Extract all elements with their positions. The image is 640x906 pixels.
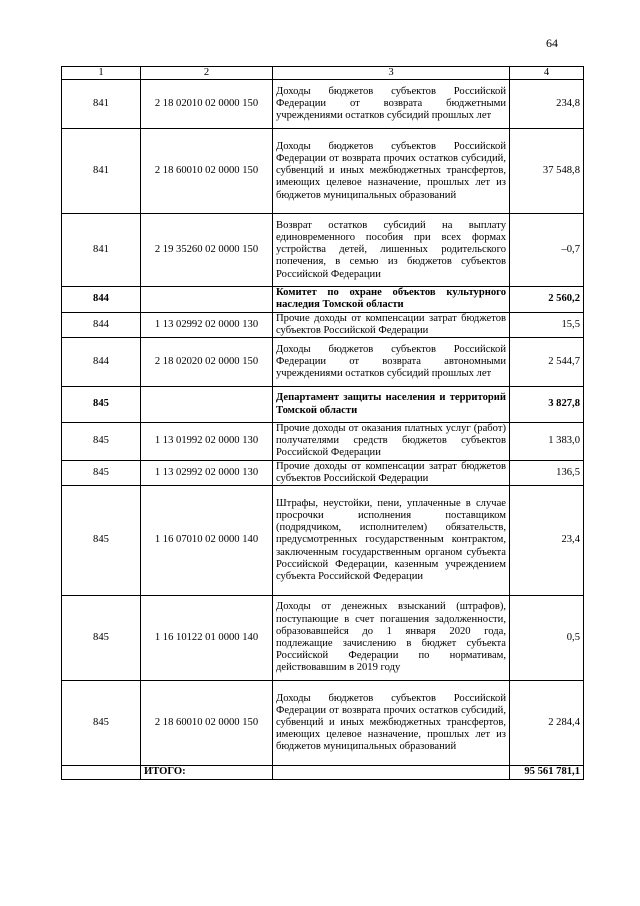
table-row — [62, 486, 584, 596]
table-row — [62, 214, 584, 287]
revenue-name-cell: Доходы от денежных взысканий (штрафов), поступающие в счет погашения задолженности, образовавшейся до 1 января 2020 года, подлежащие зачислению в бюджет субъекта Российской Федерации по нормативам, действовавшим в 2019 году — [273, 596, 510, 681]
table-row — [62, 80, 584, 129]
table-row — [62, 129, 584, 214]
table-row — [62, 387, 584, 423]
revenue-name-cell: Возврат остатков субсидий на выплату единовременного пособия при всех формах устройства детей, лишенных родительского попечения, в семью из бюджетов субъектов Российской Федерации — [273, 214, 510, 287]
header-cell: 2 — [141, 67, 273, 80]
amount-cell: 3 827,8 — [510, 387, 584, 423]
revenue-name-cell: Доходы бюджетов субъектов Российской Федерации от возврата прочих остатков субсидий, субвенций и иных межбюджетных трансфертов, имеющих целевое назначение, прошлых лет из бюджетов муниципальных образований — [273, 129, 510, 214]
admin-code-cell: 845 — [62, 387, 141, 423]
revenue-name-cell: Доходы бюджетов субъектов Российской Федерации от возврата бюджетными учреждениями остатков субсидий прошлых лет — [273, 80, 510, 129]
admin-code-cell: 844 — [62, 312, 141, 337]
revenue-code-cell: 2 19 35260 02 0000 150 — [141, 214, 273, 287]
amount-cell: 0,5 — [510, 596, 584, 681]
revenue-code-cell — [141, 287, 273, 312]
amount-cell: 234,8 — [510, 80, 584, 129]
amount-cell: –0,7 — [510, 214, 584, 287]
total-row — [62, 766, 584, 780]
revenue-code-cell: 1 13 02992 02 0000 130 — [141, 312, 273, 337]
admin-code-cell: 845 — [62, 423, 141, 461]
admin-code-cell: 841 — [62, 80, 141, 129]
amount-cell: 15,5 — [510, 312, 584, 337]
amount-cell: 23,4 — [510, 486, 584, 596]
table-row — [62, 287, 584, 312]
total-empty-cell — [62, 766, 141, 780]
table-row — [62, 312, 584, 337]
revenue-name-cell: Департамент защиты населения и территорий Томской области — [273, 387, 510, 423]
revenue-name-cell: Прочие доходы от компенсации затрат бюджетов субъектов Российской Федерации — [273, 312, 510, 337]
table-header-row — [62, 67, 584, 80]
revenue-name-cell: Доходы бюджетов субъектов Российской Федерации от возврата автономными учреждениями остатков субсидий прошлых лет — [273, 338, 510, 387]
amount-cell: 37 548,8 — [510, 129, 584, 214]
total-empty-cell — [273, 766, 510, 780]
admin-code-cell: 845 — [62, 460, 141, 485]
admin-code-cell: 841 — [62, 214, 141, 287]
amount-cell: 2 284,4 — [510, 681, 584, 766]
revenue-name-cell: Прочие доходы от компенсации затрат бюджетов субъектов Российской Федерации — [273, 460, 510, 485]
admin-code-cell: 844 — [62, 338, 141, 387]
revenue-name-cell: Доходы бюджетов субъектов Российской Федерации от возврата прочих остатков субсидий, субвенций и иных межбюджетных трансфертов, имеющих целевое назначение, прошлых лет из бюджетов муниципальных образований — [273, 681, 510, 766]
amount-cell: 1 383,0 — [510, 423, 584, 461]
revenue-code-cell: 2 18 02010 02 0000 150 — [141, 80, 273, 129]
admin-code-cell: 845 — [62, 681, 141, 766]
admin-code-cell: 844 — [62, 287, 141, 312]
table-row — [62, 681, 584, 766]
header-cell: 4 — [510, 67, 584, 80]
revenue-code-cell: 1 16 10122 01 0000 140 — [141, 596, 273, 681]
header-cell: 3 — [273, 67, 510, 80]
revenue-code-cell: 1 16 07010 02 0000 140 — [141, 486, 273, 596]
table-row — [62, 423, 584, 461]
amount-cell: 2 544,7 — [510, 338, 584, 387]
total-amount: 95 561 781,1 — [510, 766, 584, 780]
table-row — [62, 460, 584, 485]
admin-code-cell: 845 — [62, 596, 141, 681]
amount-cell: 136,5 — [510, 460, 584, 485]
table-row — [62, 596, 584, 681]
revenue-code-cell — [141, 387, 273, 423]
table-row — [62, 338, 584, 387]
revenue-code-cell: 1 13 01992 02 0000 130 — [141, 423, 273, 461]
admin-code-cell: 841 — [62, 129, 141, 214]
revenue-name-cell: Прочие доходы от оказания платных услуг (работ) получателями средств бюджетов субъектов Российской Федерации — [273, 423, 510, 461]
revenue-name-cell: Штрафы, неустойки, пени, уплаченные в случае просрочки исполнения поставщиком (подрядчиком, исполнителем) обязательств, предусмотренных государственным контрактом, заключенным государственным органом субъекта Российской Федерации, казенным учреждением субъекта Российской Федерации — [273, 486, 510, 596]
revenue-name-cell: Комитет по охране объектов культурного наследия Томской области — [273, 287, 510, 312]
revenue-table — [61, 66, 584, 780]
revenue-code-cell: 1 13 02992 02 0000 130 — [141, 460, 273, 485]
page-number: 64 — [546, 36, 558, 50]
admin-code-cell: 845 — [62, 486, 141, 596]
header-cell: 1 — [62, 67, 141, 80]
amount-cell: 2 560,2 — [510, 287, 584, 312]
revenue-code-cell: 2 18 60010 02 0000 150 — [141, 129, 273, 214]
total-label: ИТОГО: — [141, 766, 273, 780]
revenue-code-cell: 2 18 60010 02 0000 150 — [141, 681, 273, 766]
revenue-code-cell: 2 18 02020 02 0000 150 — [141, 338, 273, 387]
